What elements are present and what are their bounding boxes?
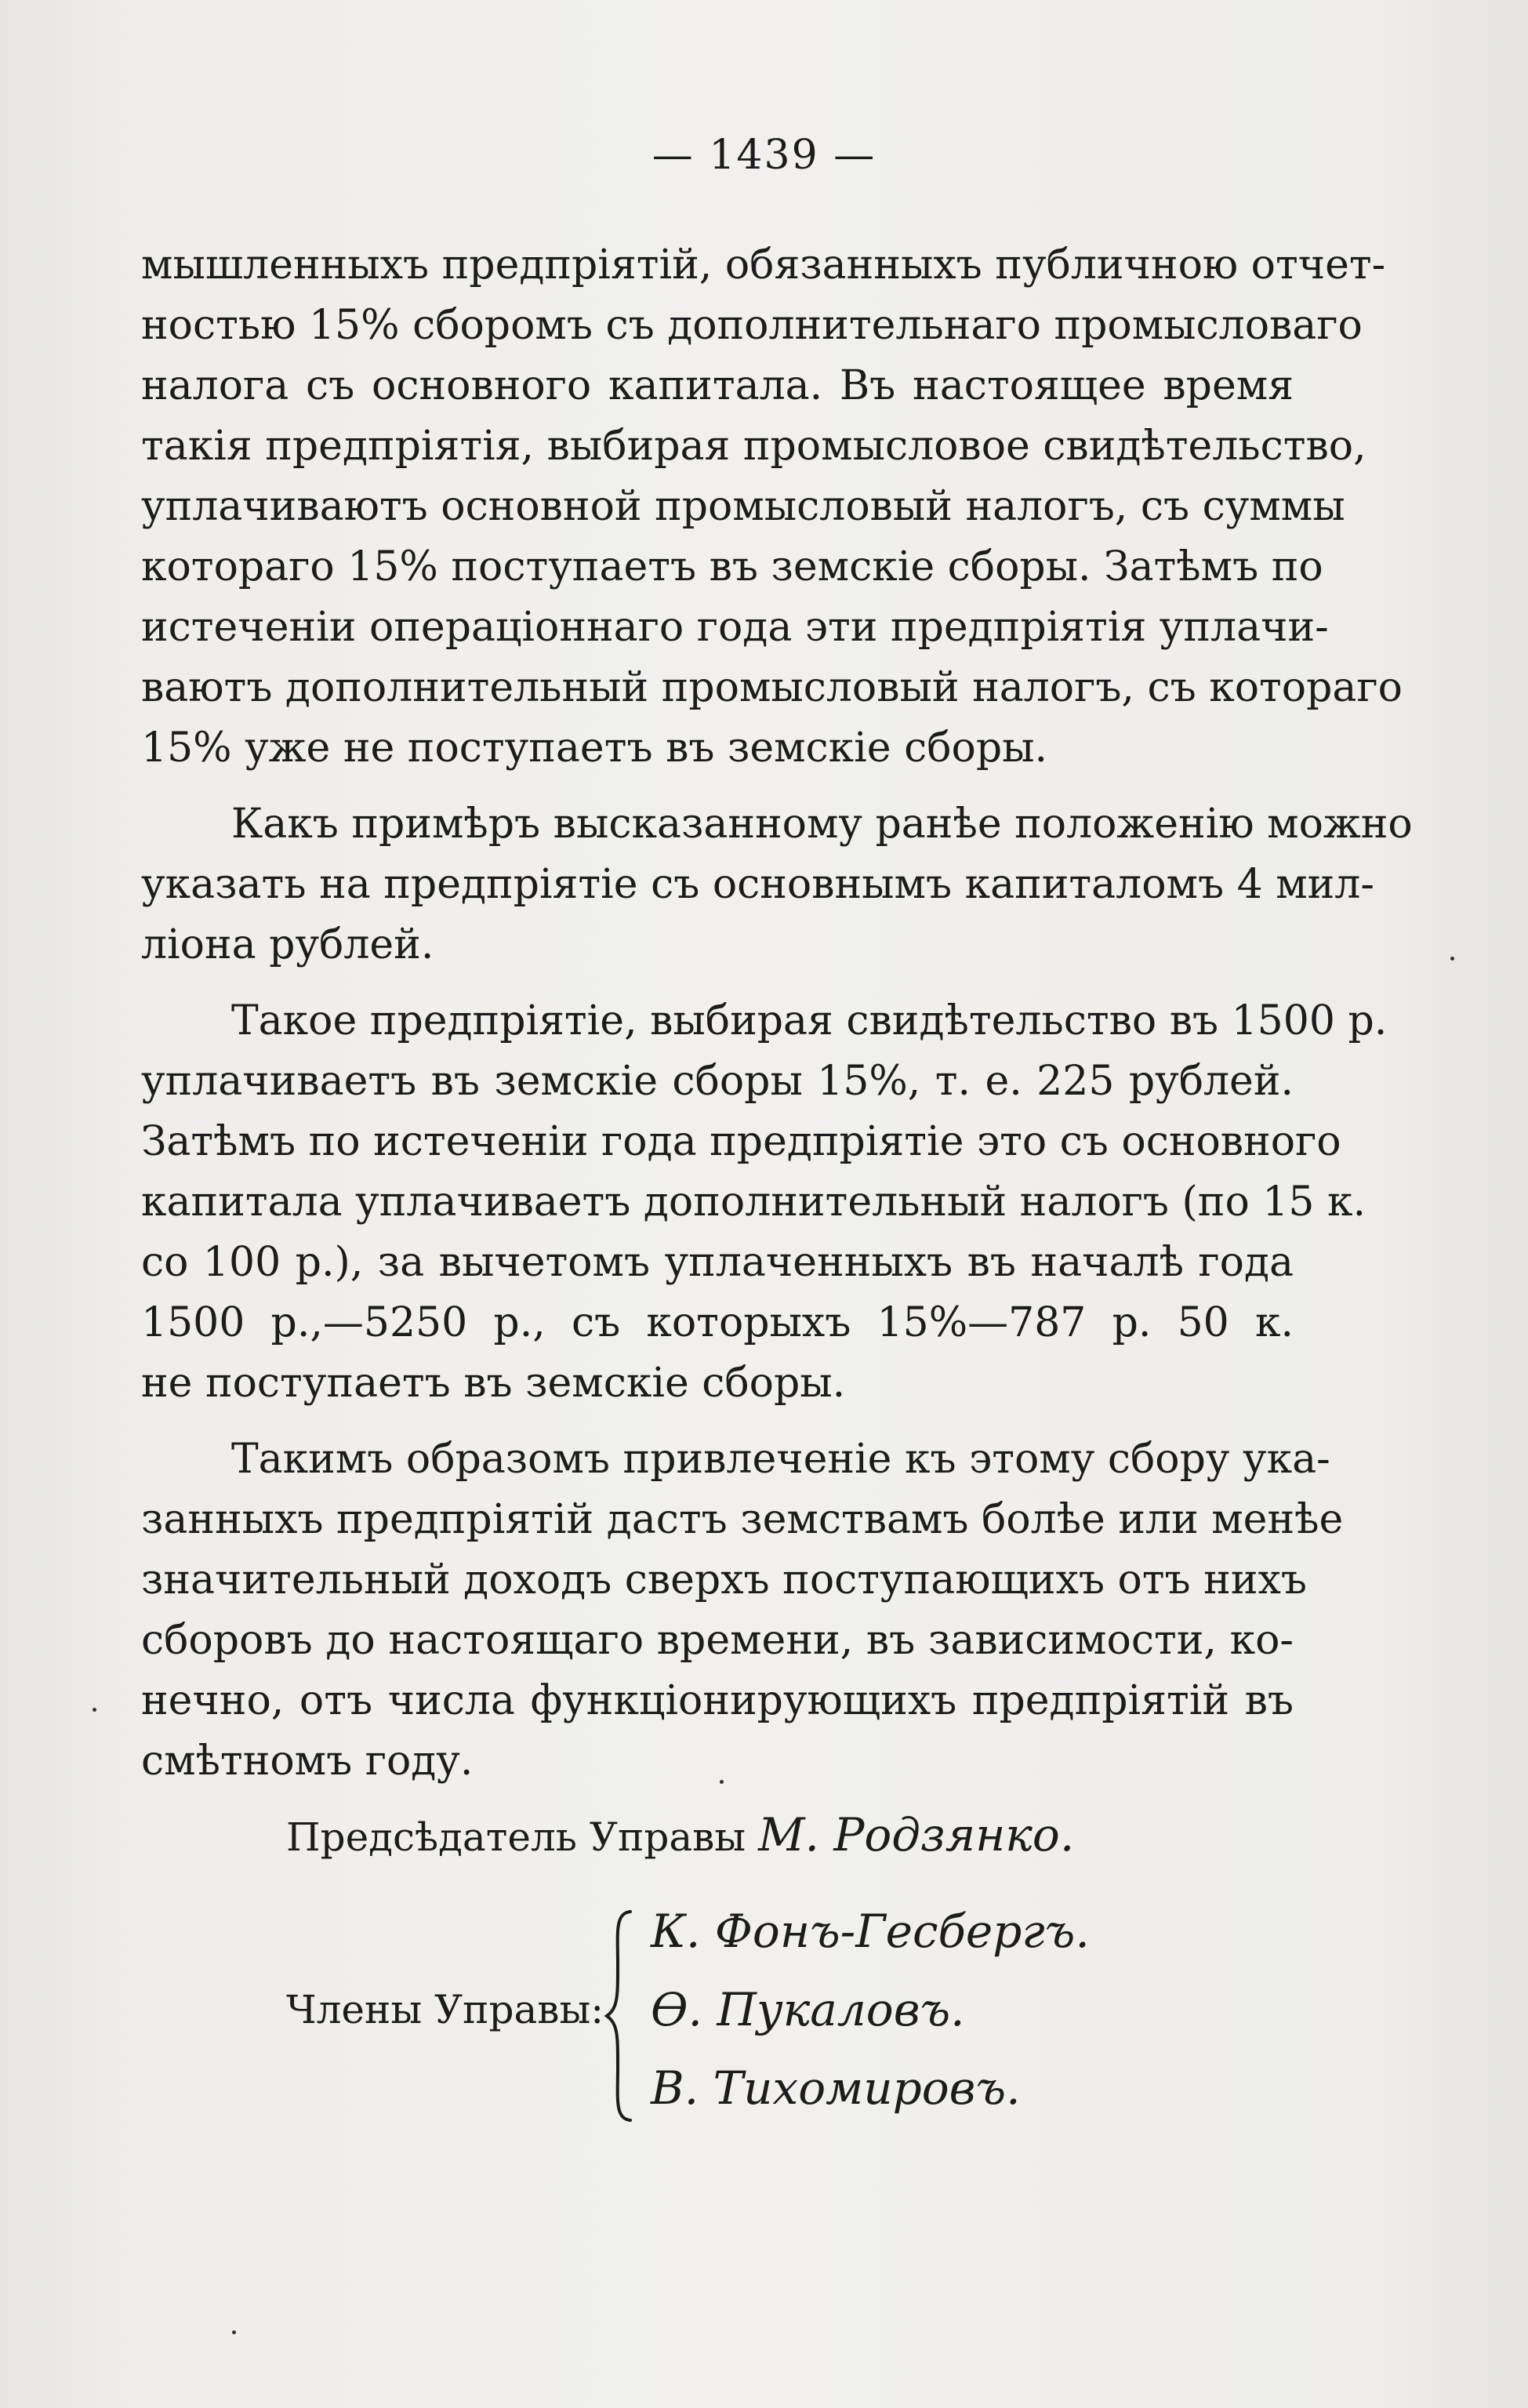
paragraph-2 bbox=[141, 794, 1413, 975]
text-line: занныхъ предпріятій дастъ земствамъ болѣе или менѣе bbox=[141, 1496, 1344, 1543]
text-line: Затѣмъ по истеченіи года предпріятіе это съ основного bbox=[141, 1118, 1341, 1165]
members-label: Члены Управы: bbox=[286, 1987, 604, 2032]
text-line: нечно, отъ числа функціонирующихъ предпріятій въ bbox=[141, 1677, 1294, 1724]
text-line: указать на предпріятіе съ основнымъ капиталомъ 4 мил- bbox=[141, 861, 1374, 908]
paragraph-4 bbox=[141, 1429, 1344, 1792]
text-line: уплачиваетъ въ земскіе сборы 15%, т. е. 225 рублей. bbox=[141, 1058, 1294, 1105]
member-name: К. Фонъ-Гесбергъ. bbox=[651, 1905, 1090, 1958]
text-line: налога съ основного капитала. Въ настоящее время bbox=[141, 362, 1294, 409]
text-line: ностью 15% сборомъ съ дополнительнаго промысловаго bbox=[141, 302, 1363, 349]
text-line: капитала уплачиваетъ дополнительный налогъ (по 15 к. bbox=[141, 1179, 1366, 1226]
text-line: со 100 р.), за вычетомъ уплаченныхъ въ началѣ года bbox=[141, 1239, 1294, 1286]
text-line: истеченіи операціоннаго года эти предпріятія уплачи- bbox=[141, 604, 1329, 651]
page-number: — 1439 — bbox=[651, 132, 877, 179]
text-line: 1500 р.,—5250 р., съ которыхъ 15%—787 р. 50 к. bbox=[141, 1299, 1294, 1346]
chairman-label: Предсѣдатель Управы bbox=[286, 1814, 746, 1860]
text-line: Какъ примѣръ высказанному ранѣе положенію можно bbox=[231, 801, 1413, 848]
text-line: уплачиваютъ основной промысловый налогъ, съ суммы bbox=[141, 483, 1345, 530]
text-line: Такимъ образомъ привлеченіе къ этому сбору ука- bbox=[231, 1436, 1330, 1483]
text-line: значительный доходъ сверхъ поступающихъ отъ нихъ bbox=[141, 1556, 1307, 1604]
text-line: ліона рублей. bbox=[141, 921, 434, 968]
print-speck bbox=[720, 1780, 724, 1784]
text-line: 15% уже не поступаетъ въ земскіе сборы. bbox=[141, 725, 1048, 772]
body-text bbox=[141, 235, 1413, 1792]
text-line: котораго 15% поступаетъ въ земскіе сборы. Затѣмъ по bbox=[141, 543, 1323, 590]
print-speck bbox=[93, 1708, 96, 1712]
text-line: мышленныхъ предпріятій, обязанныхъ публичною отчет- bbox=[141, 242, 1386, 289]
print-speck bbox=[232, 2330, 236, 2334]
text-line: Такое предпріятіе, выбирая свидѣтельство въ 1500 р. bbox=[231, 997, 1388, 1044]
paragraph-3 bbox=[141, 991, 1388, 1414]
chairman-signature-line bbox=[286, 1807, 1074, 1865]
text-line: не поступаетъ въ земскіе сборы. bbox=[141, 1360, 846, 1407]
text-line: смѣтномъ году. bbox=[141, 1738, 474, 1785]
member-name: Ѳ. Пукаловъ. bbox=[651, 1983, 965, 2036]
text-line: сборовъ до настоящаго времени, въ зависимости, ко- bbox=[141, 1617, 1294, 1664]
print-speck bbox=[1450, 957, 1454, 961]
member-name: В. Тихомировъ. bbox=[651, 2061, 1021, 2115]
text-line: такія предпріятія, выбирая промысловое свидѣтельство, bbox=[141, 423, 1366, 470]
text-line: ваютъ дополнительный промысловый налогъ, съ котораго bbox=[141, 664, 1403, 711]
chairman-name: М. Родзянко. bbox=[758, 1808, 1075, 1861]
curly-brace-icon bbox=[604, 1910, 635, 2122]
paragraph-1 bbox=[141, 235, 1403, 779]
